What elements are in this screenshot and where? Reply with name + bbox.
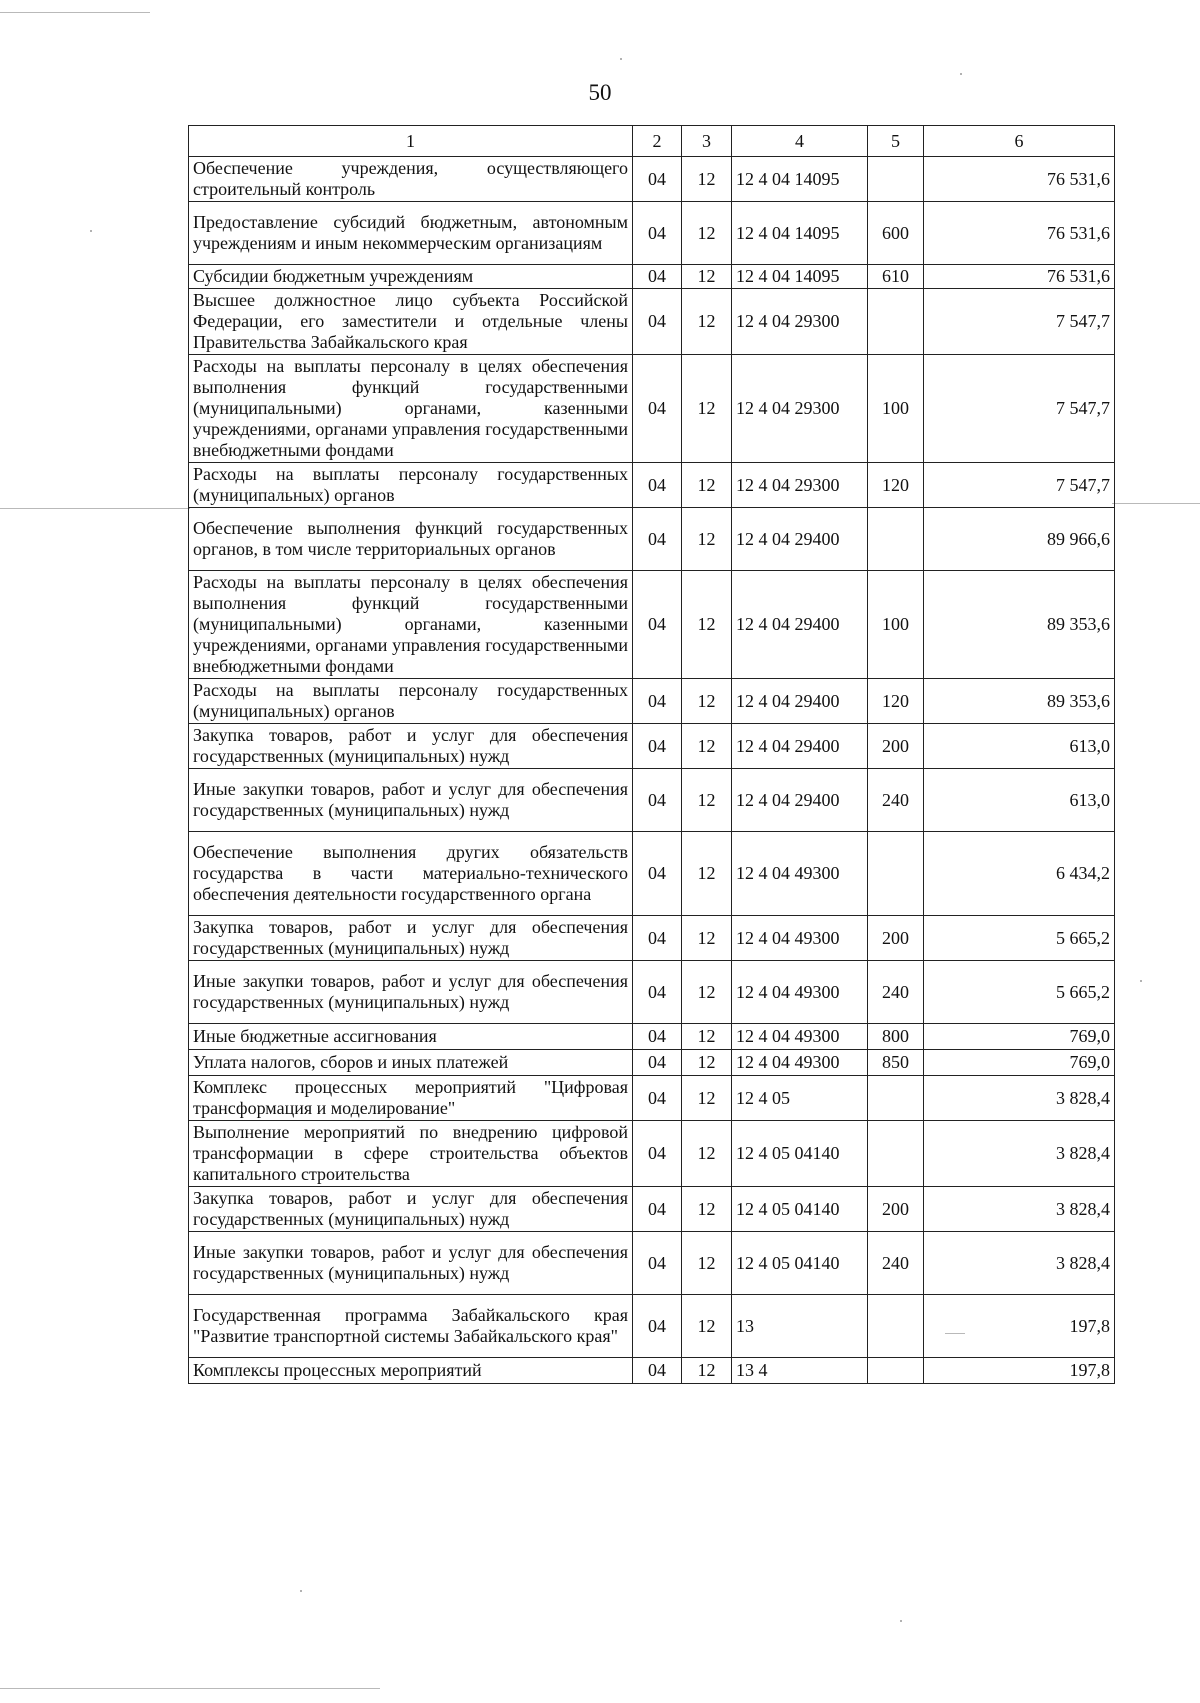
row-subsection-cell: 12 (682, 1121, 732, 1187)
table-row (189, 961, 1115, 1024)
column-header: 1 (189, 126, 633, 157)
row-vr-cell (868, 1295, 924, 1358)
budget-table-container (188, 125, 1114, 1384)
row-section-cell: 04 (633, 463, 682, 508)
row-sum-cell: 769,0 (924, 1024, 1115, 1050)
row-section-cell: 04 (633, 1024, 682, 1050)
column-header: 5 (868, 126, 924, 157)
table-row (189, 265, 1115, 289)
row-name-cell: Закупка товаров, работ и услуг для обеспечения государственных (муниципальных) нужд (189, 724, 633, 769)
row-section-cell: 04 (633, 832, 682, 916)
row-subsection-cell: 12 (682, 1187, 732, 1232)
table-row (189, 832, 1115, 916)
row-vr-cell: 800 (868, 1024, 924, 1050)
row-sum-cell: 5 665,2 (924, 916, 1115, 961)
row-csr-cell: 12 4 05 04140 (732, 1232, 868, 1295)
row-name-cell: Иные бюджетные ассигнования (189, 1024, 633, 1050)
row-section-cell: 04 (633, 571, 682, 679)
row-csr-cell: 13 (732, 1295, 868, 1358)
row-section-cell: 04 (633, 769, 682, 832)
row-sum-cell: 3 828,4 (924, 1187, 1115, 1232)
row-vr-cell: 850 (868, 1050, 924, 1076)
row-vr-cell: 200 (868, 724, 924, 769)
table-row (189, 1295, 1115, 1358)
row-csr-cell: 12 4 05 04140 (732, 1121, 868, 1187)
budget-table (188, 125, 1115, 1384)
row-csr-cell: 12 4 04 49300 (732, 1050, 868, 1076)
row-section-cell: 04 (633, 1121, 682, 1187)
row-vr-cell: 200 (868, 916, 924, 961)
row-csr-cell: 12 4 04 14095 (732, 265, 868, 289)
row-name-cell: Закупка товаров, работ и услуг для обеспечения государственных (муниципальных) нужд (189, 916, 633, 961)
row-section-cell: 04 (633, 1232, 682, 1295)
row-vr-cell (868, 508, 924, 571)
table-row (189, 202, 1115, 265)
row-subsection-cell: 12 (682, 1024, 732, 1050)
row-csr-cell: 12 4 04 29300 (732, 463, 868, 508)
row-csr-cell: 12 4 04 14095 (732, 157, 868, 202)
row-vr-cell: 240 (868, 961, 924, 1024)
row-csr-cell: 12 4 04 49300 (732, 1024, 868, 1050)
column-header: 3 (682, 126, 732, 157)
row-sum-cell: 197,8 (924, 1358, 1115, 1384)
row-subsection-cell: 12 (682, 1076, 732, 1121)
row-csr-cell: 12 4 04 14095 (732, 202, 868, 265)
row-name-cell: Расходы на выплаты персоналу государственных (муниципальных) органов (189, 463, 633, 508)
row-csr-cell: 12 4 04 29400 (732, 769, 868, 832)
row-name-cell: Предоставление субсидий бюджетным, автономным учреждениям и иным некоммерческим организациям (189, 202, 633, 265)
table-row (189, 508, 1115, 571)
row-name-cell: Комплекс процессных мероприятий "Цифровая трансформация и моделирование" (189, 1076, 633, 1121)
row-name-cell: Комплексы процессных мероприятий (189, 1358, 633, 1384)
row-sum-cell: 89 353,6 (924, 571, 1115, 679)
row-name-cell: Обеспечение учреждения, осуществляющего строительный контроль (189, 157, 633, 202)
row-csr-cell: 12 4 04 29400 (732, 679, 868, 724)
row-vr-cell: 120 (868, 679, 924, 724)
row-sum-cell: 769,0 (924, 1050, 1115, 1076)
row-vr-cell: 100 (868, 355, 924, 463)
row-subsection-cell: 12 (682, 508, 732, 571)
row-sum-cell: 7 547,7 (924, 355, 1115, 463)
row-sum-cell: 3 828,4 (924, 1121, 1115, 1187)
column-header: 4 (732, 126, 868, 157)
row-vr-cell (868, 157, 924, 202)
column-header: 2 (633, 126, 682, 157)
table-row (189, 1187, 1115, 1232)
row-section-cell: 04 (633, 1076, 682, 1121)
row-sum-cell: 76 531,6 (924, 202, 1115, 265)
row-subsection-cell: 12 (682, 1232, 732, 1295)
row-sum-cell: 89 353,6 (924, 679, 1115, 724)
row-csr-cell: 12 4 04 49300 (732, 916, 868, 961)
row-vr-cell (868, 289, 924, 355)
row-sum-cell: 197,8 (924, 1295, 1115, 1358)
column-header: 6 (924, 126, 1115, 157)
row-subsection-cell: 12 (682, 1295, 732, 1358)
row-csr-cell: 13 4 (732, 1358, 868, 1384)
row-name-cell: Субсидии бюджетным учреждениям (189, 265, 633, 289)
table-row (189, 724, 1115, 769)
row-vr-cell: 240 (868, 769, 924, 832)
row-section-cell: 04 (633, 961, 682, 1024)
table-row (189, 355, 1115, 463)
row-sum-cell: 613,0 (924, 769, 1115, 832)
row-name-cell: Иные закупки товаров, работ и услуг для обеспечения государственных (муниципальных) нужд (189, 1232, 633, 1295)
table-row (189, 1050, 1115, 1076)
row-name-cell: Обеспечение выполнения функций государственных органов, в том числе территориальных органов (189, 508, 633, 571)
row-csr-cell: 12 4 04 49300 (732, 961, 868, 1024)
table-row (189, 916, 1115, 961)
row-vr-cell: 200 (868, 1187, 924, 1232)
row-csr-cell: 12 4 04 29400 (732, 508, 868, 571)
row-section-cell: 04 (633, 1358, 682, 1384)
row-csr-cell: 12 4 05 (732, 1076, 868, 1121)
row-csr-cell: 12 4 04 29400 (732, 724, 868, 769)
row-sum-cell: 3 828,4 (924, 1076, 1115, 1121)
row-section-cell: 04 (633, 1295, 682, 1358)
row-section-cell: 04 (633, 679, 682, 724)
row-sum-cell: 6 434,2 (924, 832, 1115, 916)
row-vr-cell (868, 1076, 924, 1121)
row-name-cell: Иные закупки товаров, работ и услуг для обеспечения государственных (муниципальных) нужд (189, 961, 633, 1024)
table-row (189, 1076, 1115, 1121)
table-row (189, 679, 1115, 724)
row-subsection-cell: 12 (682, 961, 732, 1024)
row-subsection-cell: 12 (682, 157, 732, 202)
row-csr-cell: 12 4 05 04140 (732, 1187, 868, 1232)
row-name-cell: Обеспечение выполнения других обязательств государства в части материально-технического обеспечения деятельности государственного органа (189, 832, 633, 916)
row-subsection-cell: 12 (682, 289, 732, 355)
row-vr-cell: 120 (868, 463, 924, 508)
row-section-cell: 04 (633, 289, 682, 355)
table-row (189, 1358, 1115, 1384)
row-sum-cell: 5 665,2 (924, 961, 1115, 1024)
row-subsection-cell: 12 (682, 1358, 732, 1384)
page-number: 50 (588, 80, 612, 105)
table-header-row (189, 126, 1115, 157)
row-section-cell: 04 (633, 1050, 682, 1076)
row-name-cell: Закупка товаров, работ и услуг для обеспечения государственных (муниципальных) нужд (189, 1187, 633, 1232)
row-subsection-cell: 12 (682, 916, 732, 961)
row-sum-cell: 613,0 (924, 724, 1115, 769)
row-subsection-cell: 12 (682, 265, 732, 289)
row-subsection-cell: 12 (682, 571, 732, 679)
row-sum-cell: 89 966,6 (924, 508, 1115, 571)
row-section-cell: 04 (633, 265, 682, 289)
row-name-cell: Выполнение мероприятий по внедрению цифровой трансформации в сфере строительства объектов капитального строительства (189, 1121, 633, 1187)
row-vr-cell (868, 1121, 924, 1187)
row-subsection-cell: 12 (682, 463, 732, 508)
table-row (189, 1024, 1115, 1050)
row-section-cell: 04 (633, 355, 682, 463)
row-sum-cell: 7 547,7 (924, 463, 1115, 508)
row-sum-cell: 76 531,6 (924, 265, 1115, 289)
row-subsection-cell: 12 (682, 202, 732, 265)
table-row (189, 1121, 1115, 1187)
table-row (189, 289, 1115, 355)
table-row (189, 769, 1115, 832)
row-subsection-cell: 12 (682, 832, 732, 916)
row-vr-cell (868, 832, 924, 916)
row-sum-cell: 3 828,4 (924, 1232, 1115, 1295)
row-name-cell: Уплата налогов, сборов и иных платежей (189, 1050, 633, 1076)
row-vr-cell: 610 (868, 265, 924, 289)
row-section-cell: 04 (633, 916, 682, 961)
row-name-cell: Иные закупки товаров, работ и услуг для обеспечения государственных (муниципальных) нужд (189, 769, 633, 832)
row-vr-cell: 600 (868, 202, 924, 265)
row-section-cell: 04 (633, 202, 682, 265)
row-name-cell: Расходы на выплаты персоналу в целях обеспечения выполнения функций государственными (муниципальными) органами, казенными учреждениями, органами управления государственными внебюджетными фондами (189, 355, 633, 463)
row-vr-cell (868, 1358, 924, 1384)
table-row (189, 1232, 1115, 1295)
row-subsection-cell: 12 (682, 769, 732, 832)
table-row (189, 571, 1115, 679)
row-subsection-cell: 12 (682, 679, 732, 724)
row-name-cell: Государственная программа Забайкальского края "Развитие транспортной системы Забайкальского края" (189, 1295, 633, 1358)
row-subsection-cell: 12 (682, 1050, 732, 1076)
row-sum-cell: 7 547,7 (924, 289, 1115, 355)
row-section-cell: 04 (633, 508, 682, 571)
table-row (189, 157, 1115, 202)
row-vr-cell: 240 (868, 1232, 924, 1295)
row-name-cell: Расходы на выплаты персоналу государственных (муниципальных) органов (189, 679, 633, 724)
table-body (189, 157, 1115, 1384)
row-name-cell: Высшее должностное лицо субъекта Российской Федерации, его заместители и отдельные члены Правительства Забайкальского края (189, 289, 633, 355)
row-section-cell: 04 (633, 724, 682, 769)
row-section-cell: 04 (633, 157, 682, 202)
row-csr-cell: 12 4 04 29300 (732, 289, 868, 355)
row-csr-cell: 12 4 04 29300 (732, 355, 868, 463)
row-sum-cell: 76 531,6 (924, 157, 1115, 202)
row-vr-cell: 100 (868, 571, 924, 679)
row-name-cell: Расходы на выплаты персоналу в целях обеспечения выполнения функций государственными (муниципальными) органами, казенными учреждениями, органами управления государственными внебюджетными фондами (189, 571, 633, 679)
row-csr-cell: 12 4 04 29400 (732, 571, 868, 679)
row-subsection-cell: 12 (682, 355, 732, 463)
row-subsection-cell: 12 (682, 724, 732, 769)
table-row (189, 463, 1115, 508)
row-section-cell: 04 (633, 1187, 682, 1232)
row-csr-cell: 12 4 04 49300 (732, 832, 868, 916)
